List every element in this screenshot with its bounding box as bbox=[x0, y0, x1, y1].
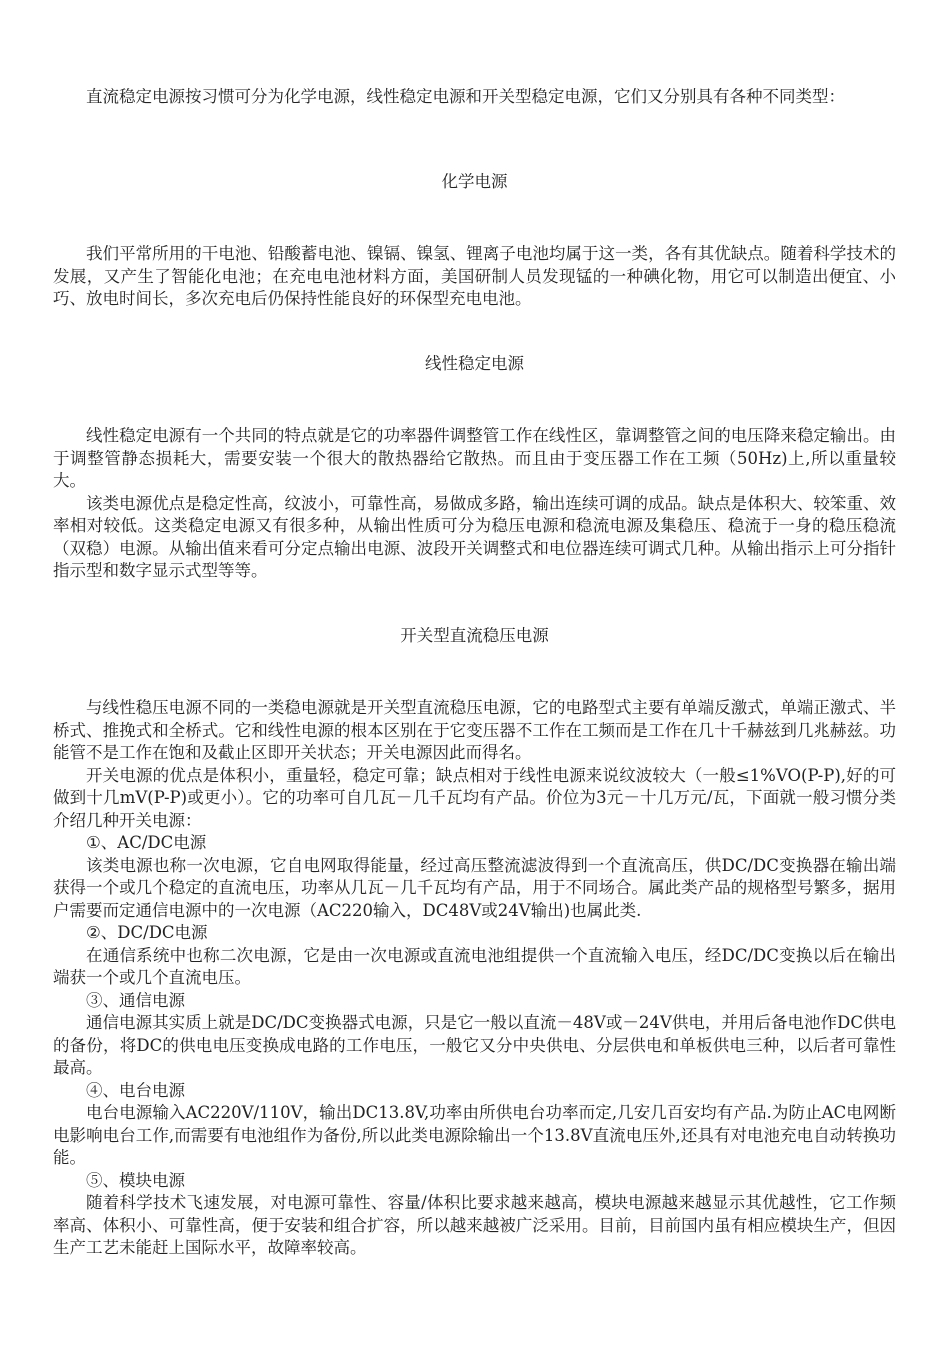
list-item-text: 电台电源输入AC220V/110V，输出DC13.8V,功率由所供电台功率而定,几安几百安均有产品.为防止AC电网断电影响电台工作,而需要有电池组作为备份,所以此类电源除输出一个13.8V直流电压外,还具有对电池充电自动转换功能。 bbox=[53, 1103, 896, 1167]
paragraph: 开关电源的优点是体积小，重量轻，稳定可靠；缺点相对于线性电源来说纹波较大（一般≤1%VO(P-P),好的可做到十几mV(P-P)或更小）。它的功率可自几瓦－几千瓦均有产品。价位为3元－十几万元/瓦，下面就一般习惯分类介绍几种开关电源： bbox=[53, 765, 896, 830]
document-page bbox=[53, 86, 896, 1260]
list-item-label: ①、AC/DC电源 bbox=[86, 833, 207, 852]
paragraph: 该类电源优点是稳定性高，纹波小，可靠性高，易做成多路，输出连续可调的成品。缺点是体积大、较笨重、效率相对较低。这类稳定电源又有很多种，从输出性质可分为稳压电源和稳流电源及集稳压、稳流于一身的稳压稳流（双稳）电源。从输出值来看可分定点输出电源、波段开关调整式和电位器连续可调式几种。从输出指示上可分指针指示型和数字显示式型等等。 bbox=[53, 493, 896, 580]
section-heading-chemical: 化学电源 bbox=[441, 171, 508, 191]
paragraph: 线性稳定电源有一个共同的特点就是它的功率器件调整管工作在线性区，靠调整管之间的电压降来稳定输出。由于调整管静态损耗大，需要安装一个很大的散热器给它散热。而且由于变压器工作在工频（50Hz)上,所以重量较大。 bbox=[53, 426, 896, 490]
list-item-text: 随着科学技术飞速发展，对电源可靠性、容量/体积比要求越来越高，模块电源越来越显示其优越性，它工作频率高、体积小、可靠性高，便于安装和组合扩容，所以越来越被广泛采用。目前，目前国内虽有相应模块生产，但因生产工艺未能赶上国际水平，故障率较高。 bbox=[53, 1193, 896, 1257]
section-heading-switching: 开关型直流稳压电源 bbox=[400, 625, 549, 645]
list-item-label: ④、电台电源 bbox=[86, 1080, 185, 1100]
section-heading-linear: 线性稳定电源 bbox=[425, 353, 524, 373]
paragraph: 与线性稳压电源不同的一类稳电源就是开关型直流稳压电源，它的电路型式主要有单端反激式，单端正激式、半桥式、推挽式和全桥式。它和线性电源的根本区别在于它变压器不工作在工频而是工作在几十千赫兹到几兆赫兹。功能管不是工作在饱和及截止区即开关状态；开关电源因此而得名。 bbox=[53, 698, 896, 762]
list-item-text: 通信电源其实质上就是DC/DC变换器式电源，只是它一般以直流－48V或－24V供电，并用后备电池作DC供电的备份，将DC的供电电压变换成电路的工作电压，一般它又分中央供电、分层供电和单板供电三种，以后者可靠性最高。 bbox=[53, 1013, 896, 1077]
list-item-label: ②、DC/DC电源 bbox=[86, 923, 208, 942]
section-chemical bbox=[53, 171, 896, 311]
list-item-text: 在通信系统中也称二次电源，它是由一次电源或直流电池组提供一个直流输入电压，经DC/DC变换以后在输出端获一个或几个直流电压。 bbox=[53, 945, 896, 987]
section-switching bbox=[53, 625, 896, 1260]
list-item-text: 该类电源也称一次电源，它自电网取得能量，经过高压整流滤波得到一个直流高压，供DC/DC变换器在输出端获得一个或几个稳定的直流电压，功率从几瓦－几千瓦均有产品，用于不同场合。属此类产品的规格型号繁多，据用户需要而定通信电源中的一次电源（AC220输入，DC48V或24V输出)也属此类. bbox=[53, 855, 896, 920]
section-linear bbox=[53, 353, 896, 583]
list-item-label: ⑤、模块电源 bbox=[86, 1170, 185, 1190]
intro-paragraph: 直流稳定电源按习惯可分为化学电源，线性稳定电源和开关型稳定电源，它们又分别具有各种不同类型： bbox=[86, 87, 845, 106]
paragraph: 我们平常所用的干电池、铅酸蓄电池、镍镉、镍氢、锂离子电池均属于这一类，各有其优缺点。随着科学技术的发展，又产生了智能化电池；在充电电池材料方面，美国研制人员发现锰的一种碘化物，用它可以制造出便宜、小巧、放电时间长，多次充电后仍保持性能良好的环保型充电电池。 bbox=[53, 244, 896, 308]
list-item-label: ③、通信电源 bbox=[86, 990, 185, 1010]
